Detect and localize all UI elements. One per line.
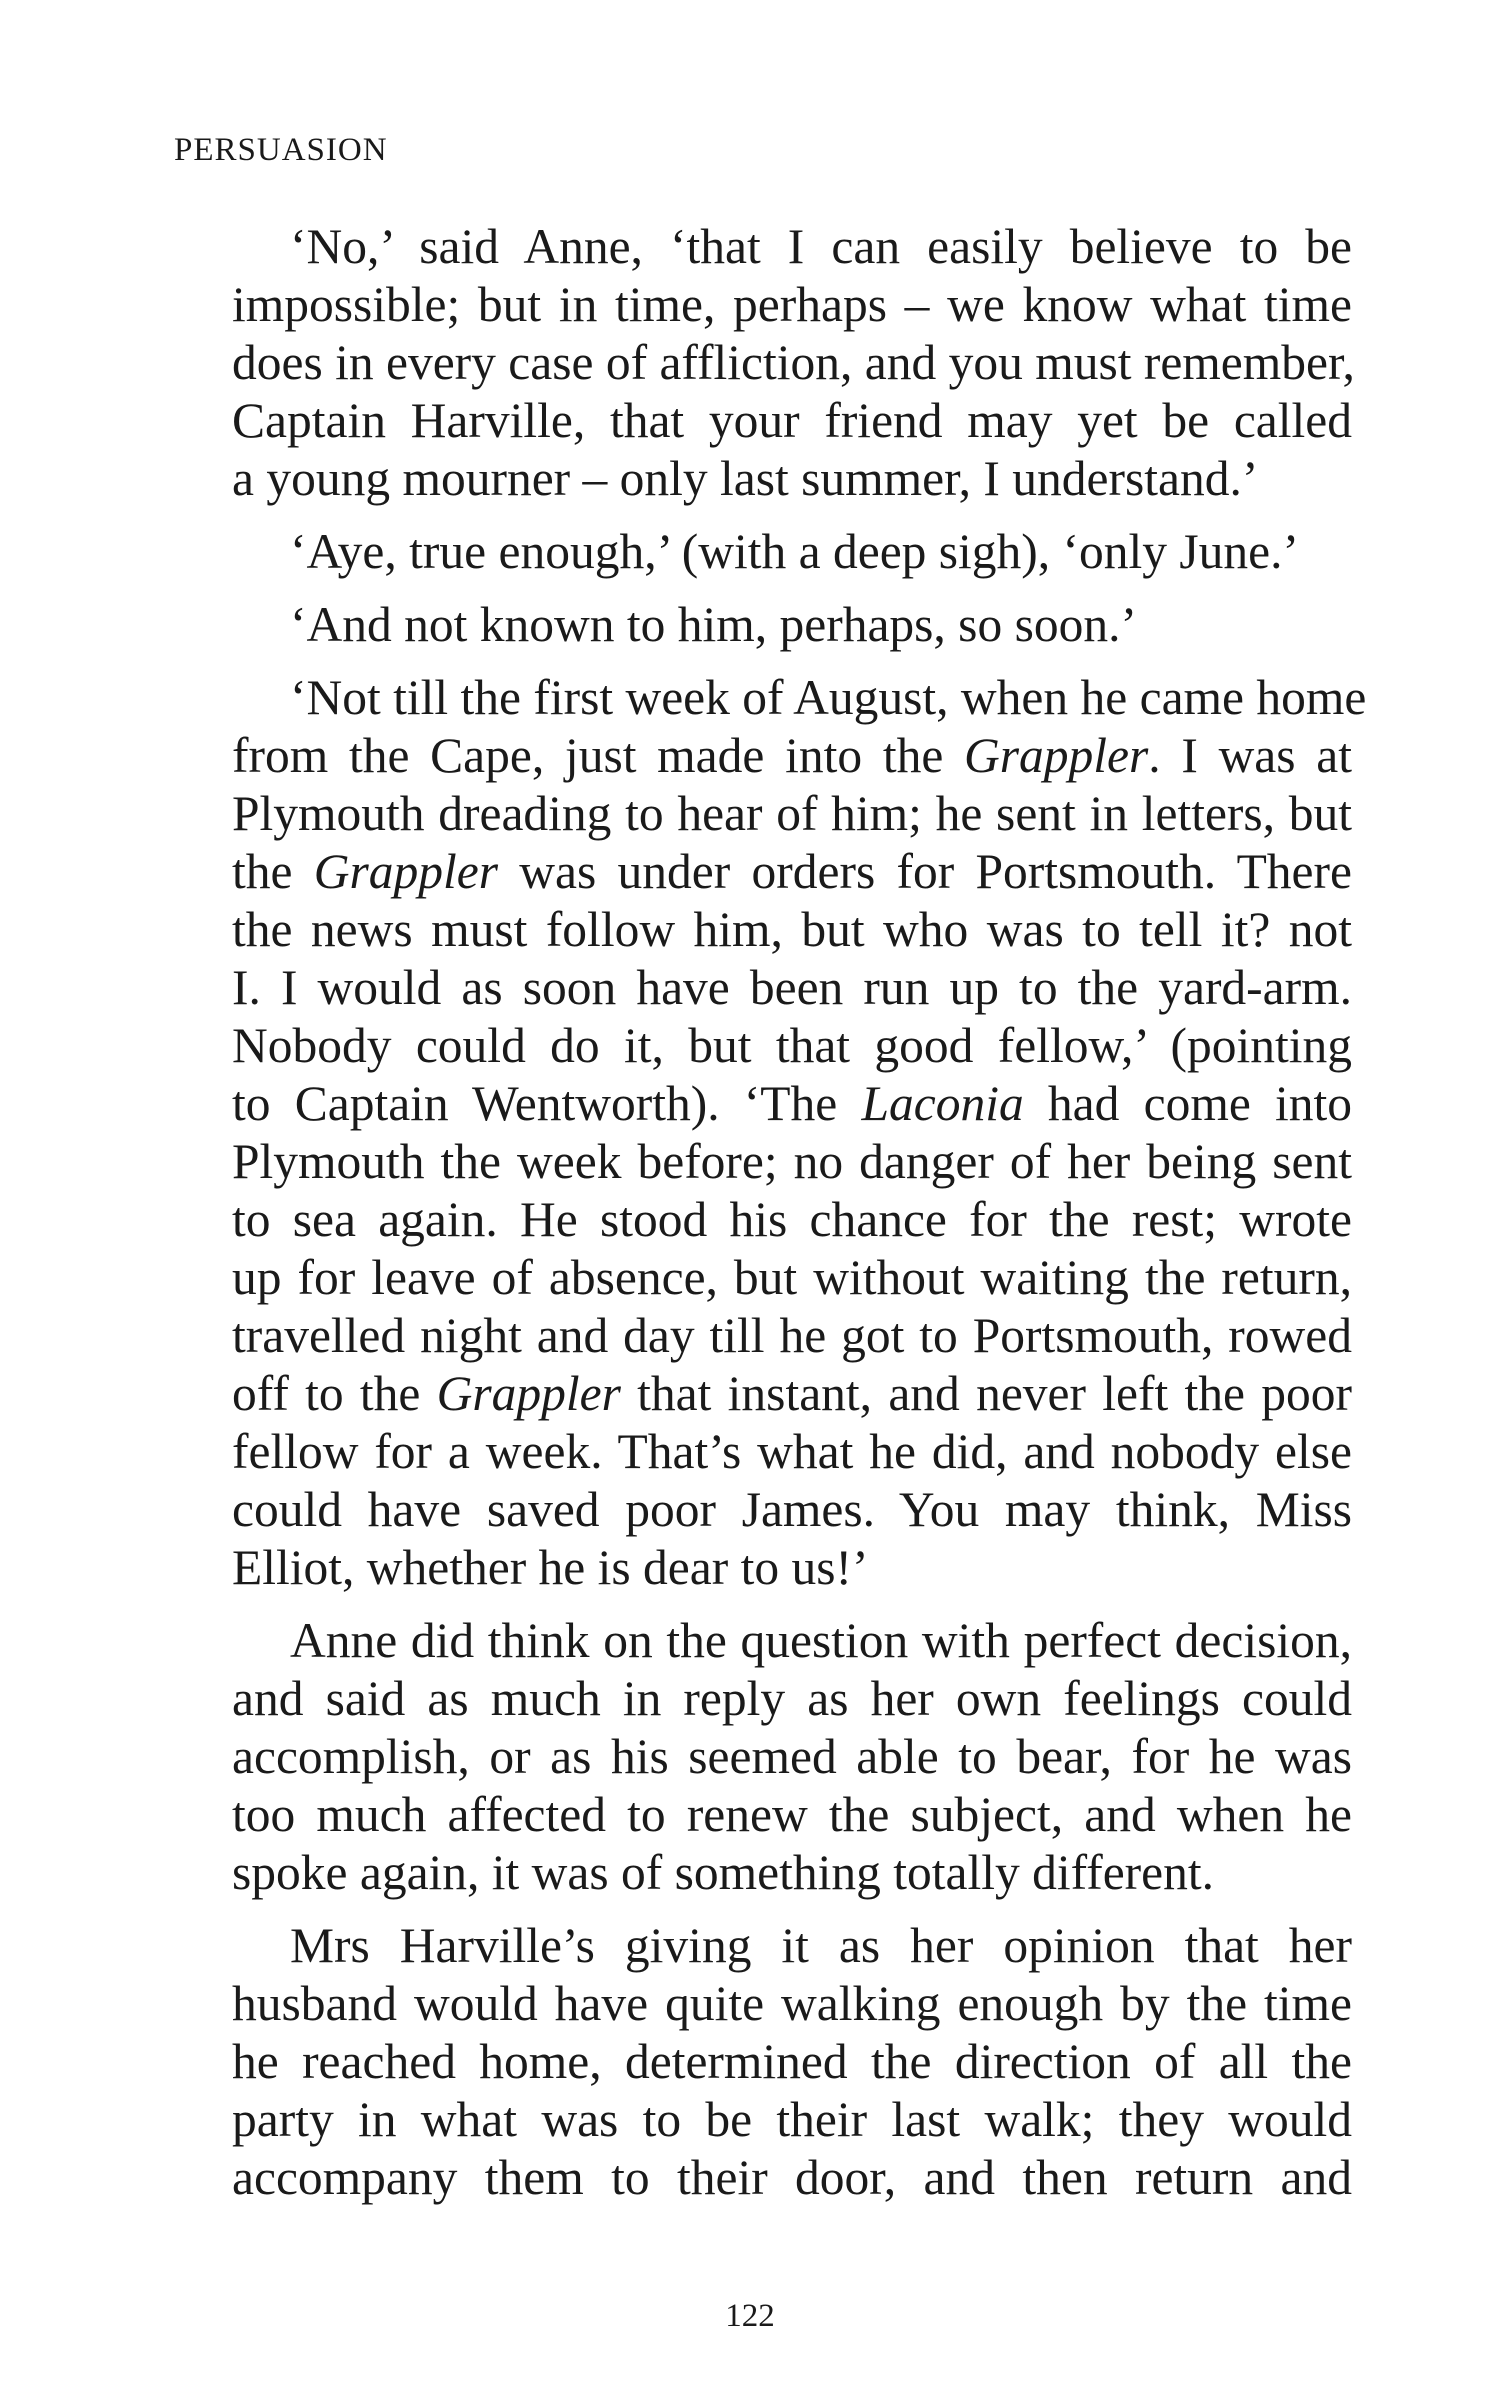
text-segment: to Captain Wentworth). ‘The — [232, 1076, 862, 1131]
text-line: Plymouth dreading to hear of him; he sent in letters, but — [232, 786, 1352, 841]
text-line: and said as much in reply as her own feelings could — [232, 1671, 1352, 1726]
text-line: ‘Not till the first week of August, when he came home — [290, 670, 1367, 725]
body-text — [174, 218, 1367, 2222]
page-number: 122 — [725, 2298, 775, 2334]
running-head: PERSUASION — [174, 132, 388, 168]
text-line: Anne did think on the question with perfect decision, — [290, 1613, 1352, 1668]
text-segment: . I was at — [1148, 728, 1352, 783]
text-line: accompany them to their door, and then return and — [232, 2150, 1352, 2205]
text-line: Nobody could do it, but that good fellow,’ (pointing — [232, 1018, 1352, 1073]
text-line — [174, 843, 1352, 901]
text-line: Plymouth the week before; no danger of her being sent — [232, 1134, 1352, 1189]
text-line: travelled night and day till he got to Portsmouth, rowed — [232, 1308, 1352, 1363]
text-line: could have saved poor James. You may think, Miss — [232, 1482, 1352, 1537]
text-segment: had come into — [1023, 1076, 1353, 1131]
text-segment: from the Cape, just made into the — [232, 728, 965, 783]
text-line: the news must follow him, but who was to tell it? not — [232, 902, 1352, 957]
paragraph — [174, 218, 1355, 508]
text-line: party in what was to be their last walk; they would — [232, 2092, 1352, 2147]
text-line: ‘And not known to him, perhaps, so soon.’ — [290, 597, 1137, 652]
text-line: he reached home, determined the direction of all the — [232, 2034, 1352, 2089]
paragraph — [174, 1612, 1352, 1902]
paragraph — [174, 596, 1352, 654]
text-line: ‘Aye, true enough,’ (with a deep sigh), ‘only June.’ — [290, 524, 1299, 579]
text-line — [174, 1075, 1352, 1133]
ship-name: Laconia — [861, 1076, 1024, 1131]
paragraph — [174, 523, 1352, 581]
text-segment: was under orders for Portsmouth. There — [498, 844, 1352, 899]
text-segment: that instant, and never left the poor — [620, 1366, 1352, 1421]
text-line: up for leave of absence, but without waiting the return, — [232, 1250, 1352, 1305]
text-line: spoke again, it was of something totally different. — [232, 1845, 1214, 1900]
text-line: impossible; but in time, perhaps – we know what time — [232, 277, 1352, 332]
text-line: does in every case of affliction, and you must remember, — [232, 335, 1355, 390]
ship-name: Grappler — [313, 844, 499, 899]
ship-name: Grappler — [964, 728, 1149, 783]
text-line: Elliot, whether he is dear to us!’ — [232, 1540, 869, 1595]
text-line: Captain Harville, that your friend may yet be called — [232, 393, 1352, 448]
paragraph — [174, 669, 1367, 1597]
text-line: a young mourner – only last summer, I understand.’ — [232, 451, 1259, 506]
text-segment: the — [232, 844, 314, 899]
text-line: ‘No,’ said Anne, ‘that I can easily believe to be — [290, 219, 1352, 274]
text-line — [174, 727, 1352, 785]
text-line: husband would have quite walking enough by the time — [232, 1976, 1352, 2031]
text-segment: off to the — [232, 1366, 437, 1421]
paragraph — [174, 1917, 1352, 2207]
text-line — [174, 1365, 1352, 1423]
text-line: I. I would as soon have been run up to the yard-arm. — [232, 960, 1352, 1015]
ship-name: Grappler — [436, 1366, 621, 1421]
text-line: accomplish, or as his seemed able to bear, for he was — [232, 1729, 1352, 1784]
text-line: Mrs Harville’s giving it as her opinion that her — [290, 1918, 1352, 1973]
text-line: too much affected to renew the subject, and when he — [232, 1787, 1352, 1842]
text-line: to sea again. He stood his chance for the rest; wrote — [232, 1192, 1352, 1247]
text-line: fellow for a week. That’s what he did, and nobody else — [232, 1424, 1352, 1479]
